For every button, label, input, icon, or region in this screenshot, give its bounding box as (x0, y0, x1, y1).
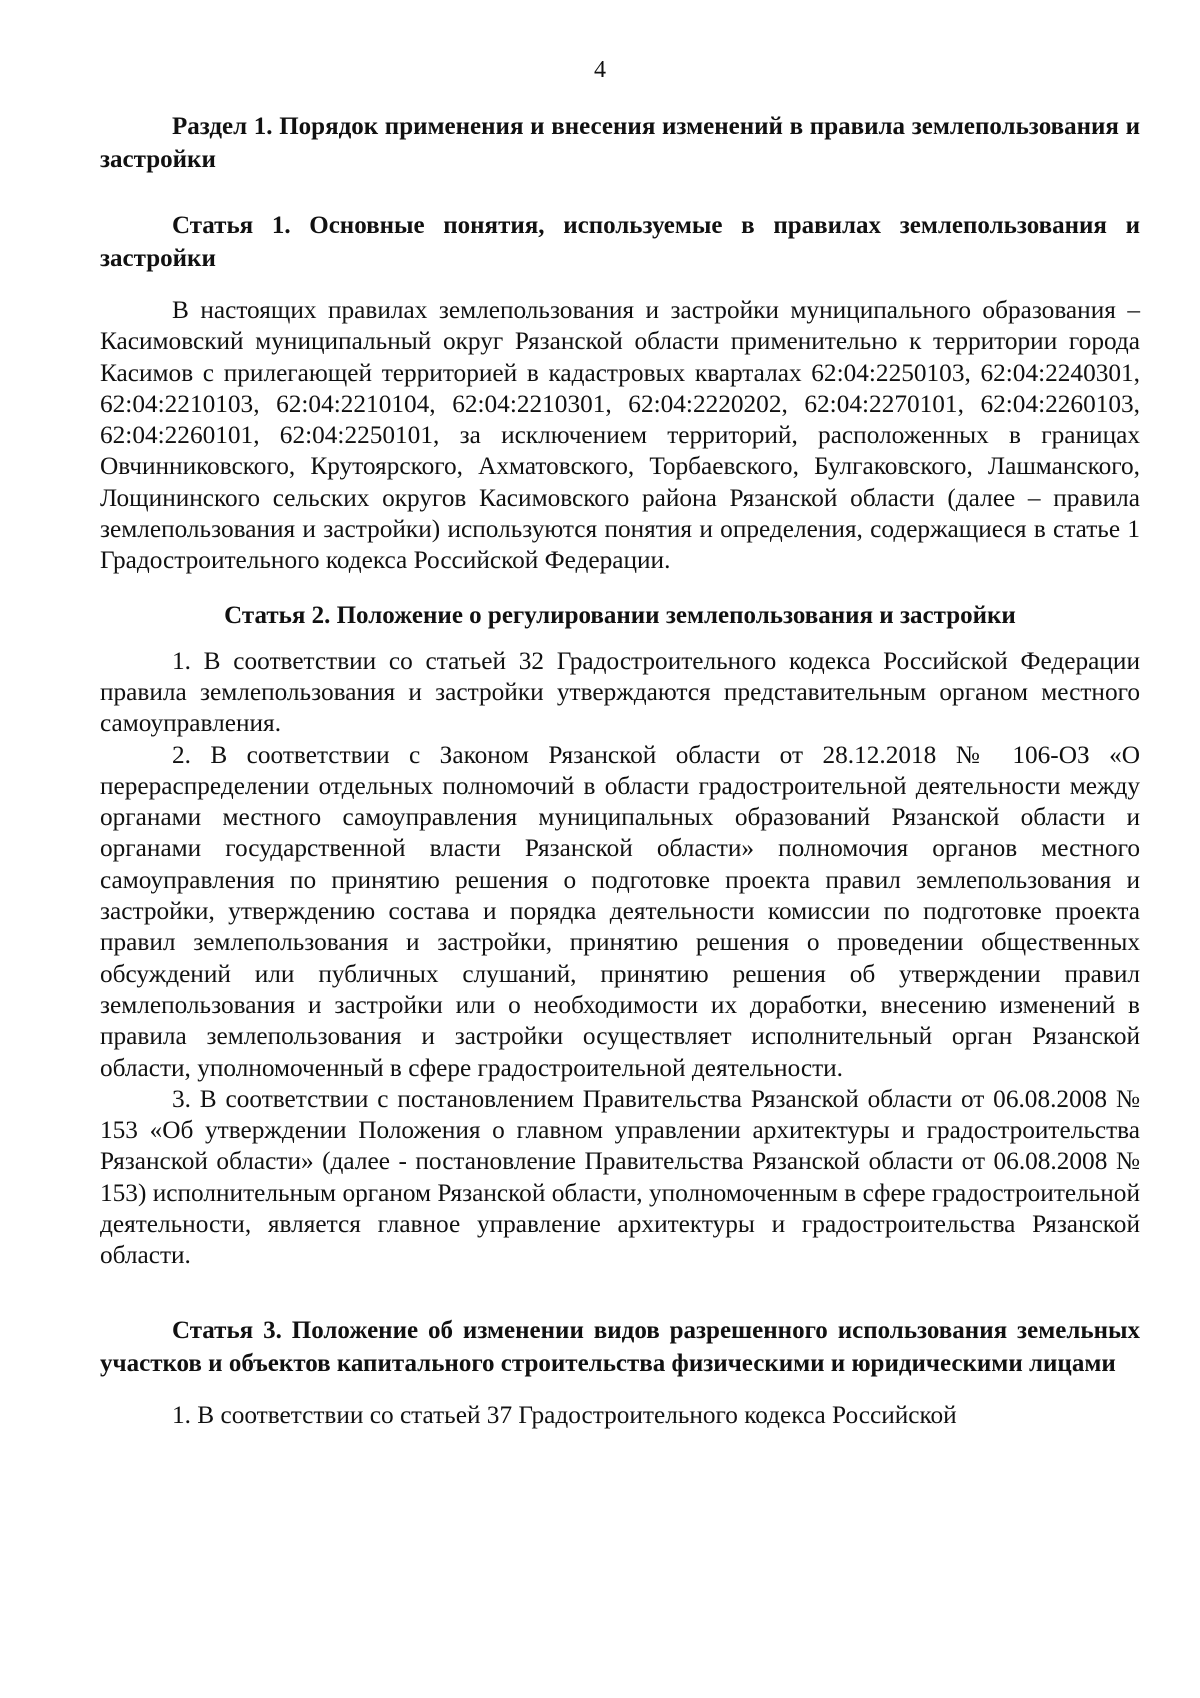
document-content (100, 110, 1140, 1431)
article-2-title: Статья 2. Положение о регулировании землепользования и застройки (224, 601, 1016, 629)
section-1-title: Раздел 1. Порядок применения и внесения изменений в правила землепользования и застройки (100, 113, 1140, 173)
article-1-paragraph: В настоящих правилах землепользования и застройки муниципального образования – Касимовский муниципальный округ Рязанской области применительно к территории города Касимов с прилегающей территорией в кадастровых кварталах 62:04:2250103, 62:04:2240301, 62:04:2210103, 62:04:2210104, 62:04:2210301, 62:04:2220202, 62:04:2270101, 62:04:2260103, 62:04:2260101, 62:04:2250101, за исключением территорий, расположенных в границах Овчинниковского, Крутоярского, Ахматовского, Торбаевского, Булгаковского, Лашманского, Лощининского сельских округов Касимовского района Рязанской области (далее – правила землепользования и застройки) используются понятия и определения, содержащиеся в статье 1 Градостроительного кодекса Российской Федерации. (100, 296, 1140, 575)
article-1-title: Статья 1. Основные понятия, используемые в правилах землепользования и застройки (100, 212, 1140, 272)
article-2-paragraph-2: 2. В соответствии с Законом Рязанской области от 28.12.2018 № 106-ОЗ «О перераспределении отдельных полномочий в области градостроительной деятельности между органами местного самоуправления муниципальных образований Рязанской области и органами государственной власти Рязанской области» полномочия органов местного самоуправления по принятию решения о подготовке проекта правил землепользования и застройки, утверждению состава и порядка деятельности комиссии по подготовке проекта правил землепользования и застройки, принятию решения о проведении общественных обсуждений или публичных слушаний, принятию решения об утверждении правил землепользования и застройки или о необходимости их доработки, внесению изменений в правила землепользования и застройки осуществляет исполнительный орган Рязанской области, уполномоченный в сфере градостроительной деятельности. (100, 740, 1140, 1082)
article-2-paragraph-3: 3. В соответствии с постановлением Правительства Рязанской области от 06.08.2008 № 153 «Об утверждении Положения о главном управлении архитектуры и градостроительства Рязанской области» (далее - постановление Правительства Рязанской области от 06.08.2008 № 153) исполнительным органом Рязанской области, уполномоченным в сфере градостроительной деятельности, является главное управление архитектуры и градостроительства Рязанской области. (100, 1084, 1140, 1270)
article-3-paragraph-1: 1. В соответствии со статьей 37 Градостроительного кодекса Российской (172, 1400, 957, 1429)
page-number: 4 (594, 57, 606, 83)
article-2-paragraph-1: 1. В соответствии со статьей 32 Градостроительного кодекса Российской Федерации правила землепользования и застройки утверждаются представительным органом местного самоуправления. (100, 646, 1140, 738)
article-3-title: Статья 3. Положение об изменении видов разрешенного использования земельных участков и объектов капитального строительства физическими и юридическими лицами (100, 1316, 1140, 1377)
